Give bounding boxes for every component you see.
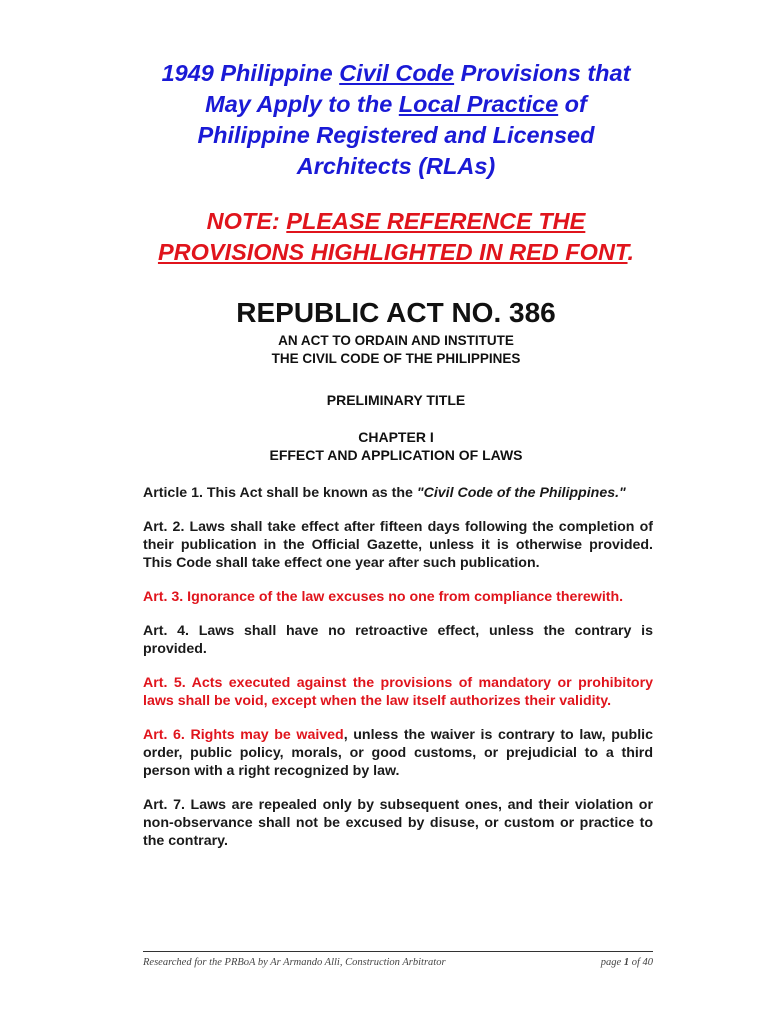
document-title <box>100 58 692 182</box>
title-underlined-civil-code: Civil Code <box>339 60 455 86</box>
articles-list <box>143 484 653 866</box>
chapter-title: EFFECT AND APPLICATION OF LAWS <box>269 447 523 463</box>
page-footer <box>143 957 653 968</box>
title-line-3: Philippine Registered and Licensed <box>197 122 595 148</box>
article-6: Art. 6. Rights may be waived, unless the waiver is contrary to law, public order, public policy, morals, or good customs, or prejudicial to a third person with a right recognized by law. <box>143 727 653 779</box>
title-line-2: May Apply to the Local Practice of <box>205 91 587 117</box>
article-5: Art. 5. Acts executed against the provisions of mandatory or prohibitory laws shall be void, except when the law itself authorizes their validity. <box>143 675 653 709</box>
article-3: Art. 3. Ignorance of the law excuses no one from compliance therewith. <box>143 589 624 605</box>
chapter-number: CHAPTER I <box>358 429 434 445</box>
article-1: Article 1. This Act shall be known as the "Civil Code of the Philippines." <box>143 485 626 501</box>
title-underlined-local-practice: Local Practice <box>398 91 559 117</box>
note-line-2: PROVISIONS HIGHLIGHTED IN RED FONT. <box>157 239 635 265</box>
title-line-4: Architects (RLAs) <box>296 153 496 179</box>
note-block <box>100 206 692 268</box>
article-4: Art. 4. Laws shall have no retroactive effect, unless the contrary is provided. <box>143 623 653 657</box>
page-number: page 1 of 40 <box>600 957 653 968</box>
preliminary-title: PRELIMINARY TITLE <box>326 392 466 408</box>
article-2: Art. 2. Laws shall take effect after fifteen days following the completion of their publication in the Official Gazette, unless it is otherwise provided. This Code shall take effect one year after such publication. <box>143 519 653 571</box>
footer-divider <box>143 951 653 952</box>
title-line-1: 1949 Philippine Civil Code Provisions that <box>161 60 631 86</box>
act-title: REPUBLIC ACT NO. 386 <box>236 297 556 328</box>
footer-credit: Researched for the PRBoA by Ar Armando Alli, Construction Arbitrator <box>143 957 446 968</box>
note-line-1: NOTE: PLEASE REFERENCE THE <box>206 208 586 234</box>
article-7: Art. 7. Laws are repealed only by subsequent ones, and their violation or non-observance shall not be excused by disuse, or custom or practice to the contrary. <box>143 797 653 849</box>
act-subtitle: AN ACT TO ORDAIN AND INSTITUTE THE CIVIL CODE OF THE PHILIPPINES <box>271 333 521 366</box>
chapter-heading <box>100 428 692 464</box>
